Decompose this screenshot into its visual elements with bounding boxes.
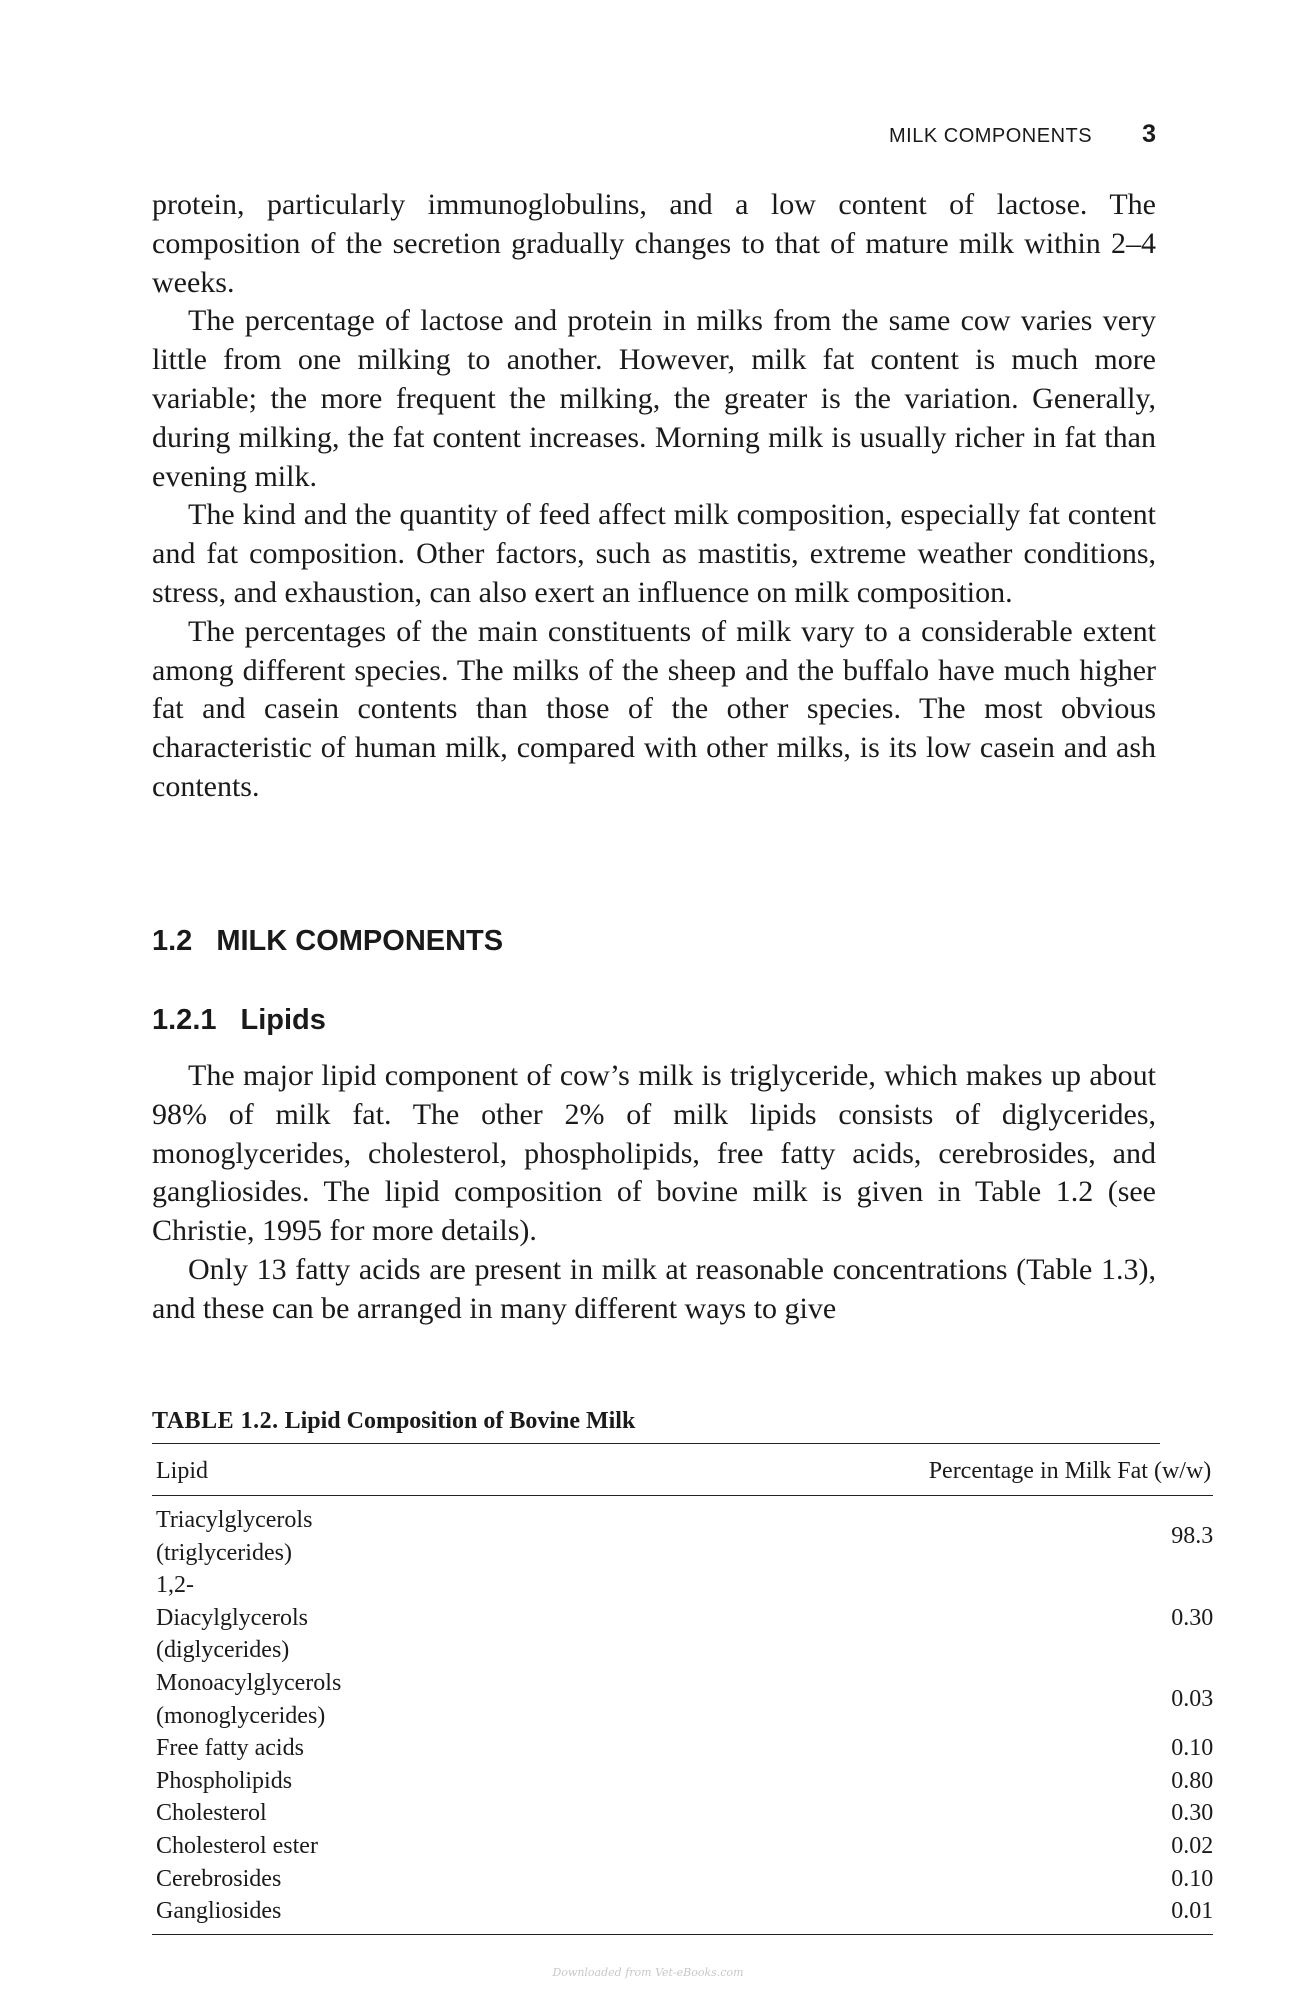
percentage-cell: 0.10 [1171, 1865, 1214, 1892]
page-number: 3 [1142, 120, 1156, 148]
running-head-title: MILK COMPONENTS [889, 125, 1093, 147]
lipid-name-cell: Free fatty acids [156, 1735, 304, 1762]
lipid-name-cell: Cerebrosides [156, 1865, 282, 1892]
percentage-cell: 0.30 [1171, 1604, 1214, 1631]
section-number: 1.2 [152, 925, 193, 957]
lipid-name-cell: Phospholipids [156, 1767, 293, 1794]
lipid-name-cell: 1,2-Diacylglycerols (diglycerides) [156, 1572, 308, 1664]
table-header-row [152, 1444, 1213, 1496]
subsection-number: 1.2.1 [152, 1004, 217, 1036]
percentage-cell: 0.03 [1171, 1686, 1214, 1713]
percentage-cell: 0.80 [1171, 1767, 1214, 1794]
column-header-lipid: Lipid [152, 1444, 341, 1496]
lipid-name-cell: Cholesterol ester [156, 1832, 318, 1859]
section-heading [152, 925, 503, 958]
table-row [152, 1895, 1213, 1934]
paragraph: protein, particularly immunoglobulins, and a low content of lactose. The composition of the secretion gradually changes to that of mature milk within 2–4 weeks. [152, 188, 1156, 299]
running-head [889, 120, 1156, 149]
lipid-composition-table [152, 1444, 1213, 1935]
column-header-percentage: Percentage in Milk Fat (w/w) [341, 1444, 1213, 1496]
table-row [152, 1765, 1213, 1798]
table-row [152, 1863, 1213, 1896]
lipid-name-cell: Cholesterol [156, 1800, 267, 1827]
lipid-table-block [152, 1408, 1214, 1935]
percentage-cell: 0.01 [341, 1895, 1213, 1934]
table-title: Lipid Composition of Bovine Milk [284, 1408, 636, 1434]
lipids-text [152, 1057, 1156, 1329]
lipid-name-cell: Triacylglycerols (triglycerides) [156, 1507, 313, 1566]
percentage-cell: 98.3 [1171, 1523, 1214, 1550]
percentage-cell: 0.02 [1171, 1832, 1214, 1859]
table-row [152, 1496, 1213, 1570]
table-row [152, 1830, 1213, 1863]
percentage-cell: 0.10 [1171, 1735, 1214, 1762]
table-row [152, 1667, 1213, 1732]
paragraph: The major lipid component of cow’s milk is triglyceride, which makes up about 98% of milk fat. The other 2% of milk lipids consists of diglycerides, monoglycerides, cholesterol, phospholipids, free fatty acids, cerebrosides, and gangliosides. The lipid composition of bovine milk is given in Table 1.2 (see Christie, 1995 for more details). [152, 1059, 1156, 1248]
paragraph: Only 13 fatty acids are present in milk at reasonable concentrations (Table 1.3), and these can be arranged in many different ways to give [152, 1252, 1156, 1325]
table-row [152, 1569, 1213, 1667]
table-label: TABLE 1.2. [152, 1408, 279, 1434]
lipid-name-cell: Gangliosides [152, 1895, 341, 1934]
subsection-title: Lipids [240, 1004, 326, 1036]
section-title: MILK COMPONENTS [216, 925, 504, 957]
percentage-cell: 0.30 [1171, 1800, 1214, 1827]
subsection-heading [152, 1004, 326, 1037]
paragraph: The kind and the quantity of feed affect milk composition, especially fat content and fat composition. Other factors, such as mastitis, extreme weather conditions, stress, and exhaustion, can also exert an influence on milk composition. [152, 498, 1156, 609]
table-row [152, 1732, 1213, 1765]
download-watermark: Downloaded from Vet-eBooks.com [552, 1966, 744, 1979]
intro-text [152, 186, 1156, 807]
paragraph: The percentage of lactose and protein in milks from the same cow varies very little from one milking to another. However, milk fat content is much more variable; the more frequent the milking, the greater is the variation. Generally, during milking, the fat content increases. Morning milk is usually richer in fat than evening milk. [152, 304, 1156, 493]
table-caption [152, 1408, 1160, 1444]
lipid-name-cell: Monoacylglycerols (monoglycerides) [156, 1669, 342, 1729]
paragraph: The percentages of the main constituents of milk vary to a considerable extent among different species. The milks of the sheep and the buffalo have much higher fat and casein contents than those of the other species. The most obvious characteristic of human milk, compared with other milks, is its low casein and ash contents. [152, 614, 1156, 803]
table-row [152, 1797, 1213, 1830]
